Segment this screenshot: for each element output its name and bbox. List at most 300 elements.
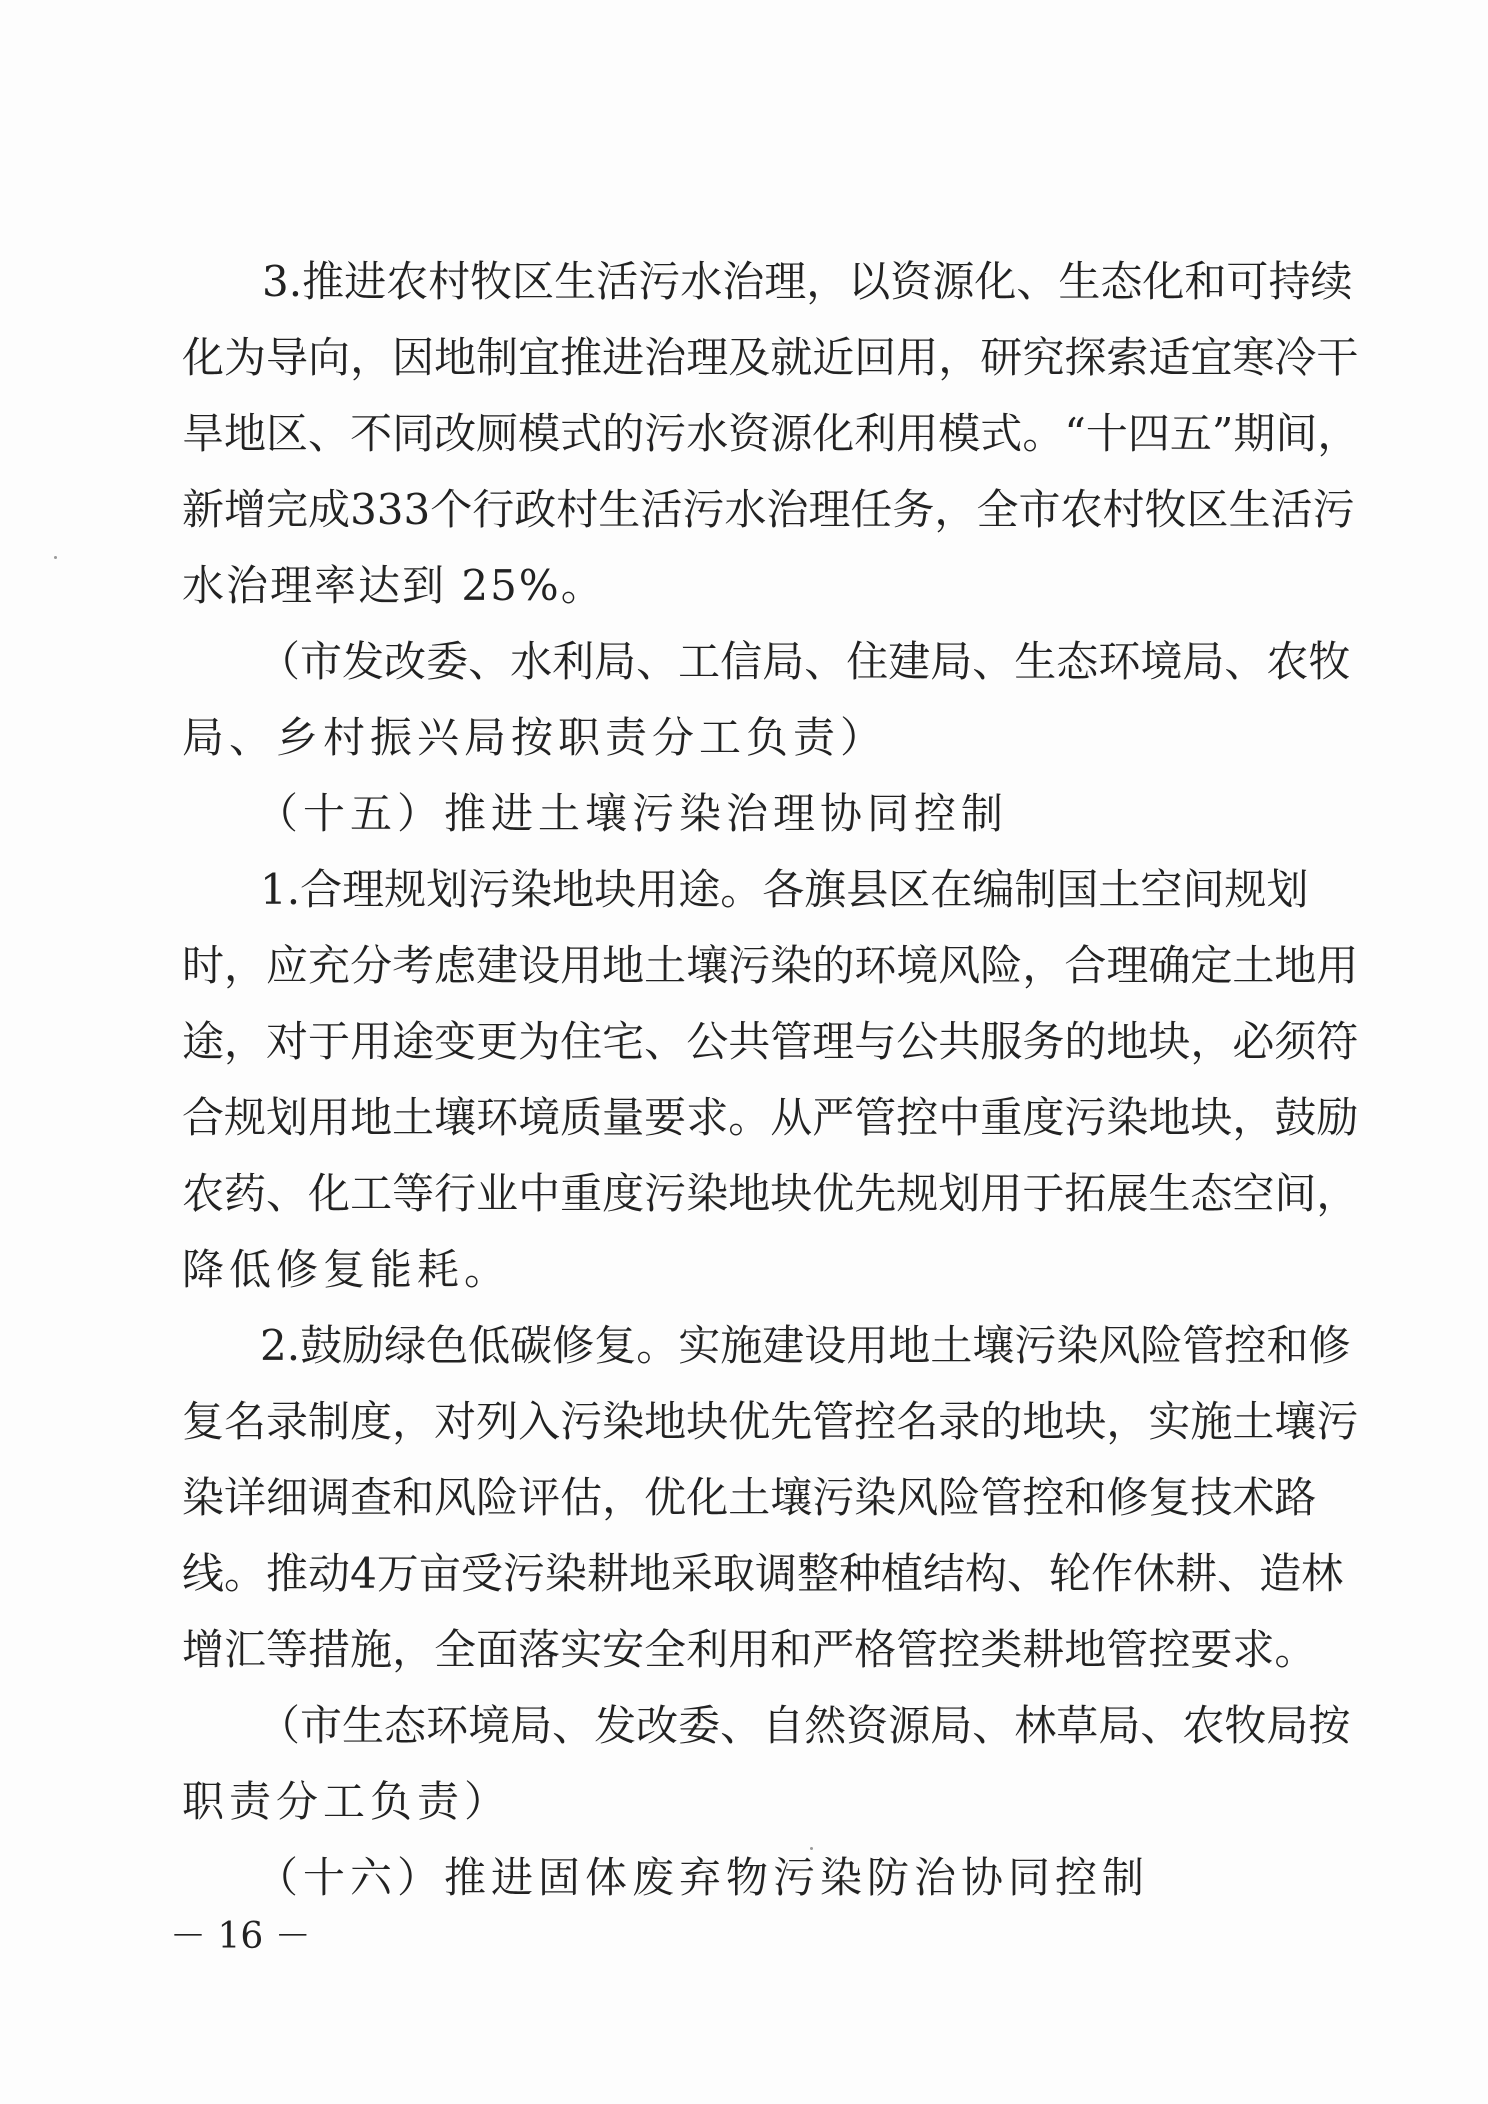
glyph: 草 bbox=[1056, 1701, 1099, 1750]
glyph: 干 bbox=[1316, 333, 1359, 382]
glyph: 污 bbox=[1312, 485, 1355, 534]
glyph: 。 bbox=[1274, 1625, 1317, 1674]
glyph: 化 bbox=[686, 1473, 729, 1522]
glyph: 估 bbox=[560, 1473, 603, 1522]
glyph: 生 bbox=[1228, 485, 1271, 534]
glyph: 源 bbox=[888, 1701, 931, 1750]
glyph: 结 bbox=[923, 1549, 966, 1598]
glyph: 规 bbox=[1224, 865, 1267, 914]
glyph: 染 bbox=[1056, 1321, 1099, 1370]
glyph: 全 bbox=[434, 1625, 477, 1674]
glyph: 和 bbox=[1064, 1473, 1107, 1522]
glyph: 修 bbox=[1308, 1321, 1351, 1370]
glyph: 地 bbox=[888, 1321, 931, 1370]
glyph: 求 bbox=[1232, 1625, 1275, 1674]
glyph: 治 bbox=[766, 485, 809, 534]
glyph: 理 bbox=[812, 1017, 855, 1066]
glyph: 境 bbox=[896, 941, 939, 990]
glyph: 及 bbox=[728, 333, 771, 382]
glyph: 编 bbox=[972, 865, 1015, 914]
text-line bbox=[260, 860, 1309, 920]
glyph: 理 bbox=[686, 333, 729, 382]
glyph: 治 bbox=[644, 333, 687, 382]
glyph: 取 bbox=[712, 1549, 755, 1598]
glyph: 同 bbox=[392, 409, 435, 458]
glyph: 空 bbox=[1232, 1169, 1275, 1218]
glyph: 污 bbox=[1064, 1093, 1107, 1142]
glyph: 服 bbox=[980, 1017, 1023, 1066]
glyph: 规 bbox=[896, 1169, 939, 1218]
glyph: 生 bbox=[598, 485, 641, 534]
glyph: 、 bbox=[468, 637, 511, 686]
glyph: 用 bbox=[896, 333, 939, 382]
glyph: 农 bbox=[386, 257, 429, 306]
glyph: 境 bbox=[518, 1093, 561, 1142]
glyph: 国 bbox=[1056, 865, 1099, 914]
glyph: 回 bbox=[854, 333, 897, 382]
glyph: 途 bbox=[678, 865, 721, 914]
glyph: 先 bbox=[854, 1169, 897, 1218]
glyph: 安 bbox=[602, 1625, 645, 1674]
glyph: 管 bbox=[980, 1473, 1023, 1522]
glyph: 划 bbox=[266, 1093, 309, 1142]
glyph: 万 bbox=[376, 1549, 419, 1598]
scan-speck bbox=[810, 1847, 813, 1850]
glyph: 地 bbox=[602, 941, 645, 990]
glyph: 4 bbox=[350, 1549, 377, 1598]
glyph: 态 bbox=[384, 1701, 427, 1750]
glyph: 究 bbox=[1022, 333, 1065, 382]
glyph: 、 bbox=[972, 1701, 1015, 1750]
glyph: 区 bbox=[266, 409, 309, 458]
glyph: 等 bbox=[392, 1169, 435, 1218]
glyph: 名 bbox=[896, 1397, 939, 1446]
glyph: 牧 bbox=[1224, 1701, 1267, 1750]
glyph: 拓 bbox=[1064, 1169, 1107, 1218]
glyph: 中 bbox=[518, 1169, 561, 1218]
glyph: 用 bbox=[350, 1017, 393, 1066]
glyph: 面 bbox=[476, 1625, 519, 1674]
glyph: 因 bbox=[392, 333, 435, 382]
glyph: 水 bbox=[686, 409, 729, 458]
glyph: ， bbox=[392, 1397, 435, 1446]
glyph: 录 bbox=[938, 1397, 981, 1446]
glyph: 实 bbox=[1148, 1397, 1191, 1446]
glyph: 用 bbox=[846, 1321, 889, 1370]
glyph: 汇 bbox=[224, 1625, 267, 1674]
glyph: 的 bbox=[1064, 1017, 1107, 1066]
glyph: 建 bbox=[888, 637, 931, 686]
glyph: 林 bbox=[1014, 1701, 1057, 1750]
glyph: 详 bbox=[224, 1473, 267, 1522]
glyph: 设 bbox=[804, 1321, 847, 1370]
glyph: 等 bbox=[266, 1625, 309, 1674]
glyph: 耕 bbox=[586, 1549, 629, 1598]
text-line: 职责分工负责） bbox=[182, 1777, 512, 1826]
glyph: 复 bbox=[1148, 1473, 1191, 1522]
glyph: 用 bbox=[728, 1625, 771, 1674]
glyph: 落 bbox=[518, 1625, 561, 1674]
scan-speck bbox=[54, 556, 57, 559]
glyph: 控 bbox=[896, 1093, 939, 1142]
glyph: 1. bbox=[260, 865, 301, 914]
glyph: 四 bbox=[1127, 409, 1170, 458]
glyph: ， bbox=[1190, 1017, 1233, 1066]
glyph: 地 bbox=[1022, 1397, 1065, 1446]
glyph: 间 bbox=[1274, 1169, 1317, 1218]
glyph: 、 bbox=[1007, 1549, 1050, 1598]
glyph: 种 bbox=[838, 1549, 881, 1598]
glyph: 严 bbox=[812, 1625, 855, 1674]
glyph: 的 bbox=[980, 1397, 1023, 1446]
section-heading: （十五）推进土壤污染治理协同控制 bbox=[256, 789, 1009, 838]
glyph: 壤 bbox=[770, 1473, 813, 1522]
glyph: 建 bbox=[762, 1321, 805, 1370]
glyph: 工 bbox=[678, 637, 721, 686]
glyph: 和 bbox=[392, 1473, 435, 1522]
glyph: 险 bbox=[476, 1473, 519, 1522]
glyph: 实 bbox=[560, 1625, 603, 1674]
glyph: 建 bbox=[476, 941, 519, 990]
glyph: 动 bbox=[308, 1549, 351, 1598]
glyph: 农 bbox=[182, 1169, 225, 1218]
glyph: 市 bbox=[300, 1701, 343, 1750]
glyph: 耕 bbox=[1175, 1549, 1218, 1598]
glyph: 资 bbox=[890, 257, 933, 306]
glyph: 调 bbox=[308, 1473, 351, 1522]
glyph: 对 bbox=[266, 1017, 309, 1066]
glyph: 活 bbox=[596, 257, 639, 306]
glyph: 牧 bbox=[1308, 637, 1351, 686]
text-line: 降低修复能耗。 bbox=[182, 1245, 512, 1294]
glyph: 地 bbox=[552, 865, 595, 914]
glyph: 、 bbox=[1217, 1549, 1260, 1598]
glyph: 染 bbox=[182, 1473, 225, 1522]
glyph: 与 bbox=[854, 1017, 897, 1066]
glyph: 励 bbox=[342, 1321, 385, 1370]
glyph: 近 bbox=[812, 333, 855, 382]
glyph: 管 bbox=[770, 1017, 813, 1066]
glyph: 重 bbox=[560, 1169, 603, 1218]
glyph: 探 bbox=[1064, 333, 1107, 382]
glyph: 环 bbox=[426, 1701, 469, 1750]
text-line bbox=[258, 1696, 1351, 1756]
glyph: 发 bbox=[342, 637, 385, 686]
glyph: 就 bbox=[770, 333, 813, 382]
glyph: 色 bbox=[426, 1321, 469, 1370]
glyph: 十 bbox=[1085, 409, 1128, 458]
glyph: 利 bbox=[854, 409, 897, 458]
glyph: 理 bbox=[764, 257, 807, 306]
glyph: 源 bbox=[770, 409, 813, 458]
text-line bbox=[262, 252, 1353, 312]
glyph: 、 bbox=[804, 637, 847, 686]
glyph: 度 bbox=[350, 1397, 393, 1446]
glyph: 合 bbox=[300, 865, 343, 914]
glyph: 量 bbox=[602, 1093, 645, 1142]
glyph: 村 bbox=[556, 485, 599, 534]
glyph: 污 bbox=[644, 409, 687, 458]
glyph: 管 bbox=[812, 1397, 855, 1446]
glyph: 控 bbox=[1022, 1473, 1065, 1522]
glyph: 染 bbox=[770, 941, 813, 990]
text-line bbox=[258, 632, 1351, 692]
glyph: 合 bbox=[182, 1093, 225, 1142]
glyph: 环 bbox=[476, 1093, 519, 1142]
glyph: 土 bbox=[930, 1321, 973, 1370]
glyph: 染 bbox=[686, 1169, 729, 1218]
glyph: 中 bbox=[938, 1093, 981, 1142]
glyph: 旱 bbox=[182, 409, 225, 458]
glyph: 局 bbox=[762, 637, 805, 686]
glyph: 改 bbox=[636, 1701, 679, 1750]
glyph: 管 bbox=[854, 1093, 897, 1142]
glyph: 污 bbox=[644, 1169, 687, 1218]
page-number: － 16 － bbox=[170, 1916, 311, 1957]
text-line bbox=[182, 936, 1359, 996]
glyph: 理 bbox=[342, 865, 385, 914]
glyph: 增 bbox=[224, 485, 267, 534]
glyph: 药 bbox=[224, 1169, 267, 1218]
glyph: 水 bbox=[510, 637, 553, 686]
glyph: 生 bbox=[1148, 1169, 1191, 1218]
text-line bbox=[182, 1468, 1317, 1528]
glyph: 施 bbox=[720, 1321, 763, 1370]
glyph: 县 bbox=[846, 865, 889, 914]
glyph: 录 bbox=[266, 1397, 309, 1446]
glyph: 用 bbox=[896, 409, 939, 458]
glyph: 冷 bbox=[1274, 333, 1317, 382]
glyph: 地 bbox=[1064, 1625, 1107, 1674]
glyph: 控 bbox=[938, 1625, 981, 1674]
glyph: 评 bbox=[518, 1473, 561, 1522]
glyph: 。 bbox=[636, 1321, 679, 1370]
glyph: 控 bbox=[1224, 1321, 1267, 1370]
glyph: 染 bbox=[510, 865, 553, 914]
glyph: 态 bbox=[1190, 1169, 1233, 1218]
glyph: 度 bbox=[1022, 1093, 1065, 1142]
glyph: 环 bbox=[1098, 637, 1141, 686]
glyph: 制 bbox=[476, 333, 519, 382]
glyph: 虑 bbox=[434, 941, 477, 990]
glyph: 鼓 bbox=[1274, 1093, 1317, 1142]
glyph: ， bbox=[1232, 1093, 1275, 1142]
glyph: 推 bbox=[302, 257, 345, 306]
glyph: 用 bbox=[636, 865, 679, 914]
glyph: 、 bbox=[552, 1701, 595, 1750]
glyph: 土 bbox=[1232, 1397, 1275, 1446]
glyph: 构 bbox=[965, 1549, 1008, 1598]
glyph: 。 bbox=[1022, 409, 1065, 458]
glyph: 住 bbox=[846, 637, 889, 686]
glyph: 业 bbox=[476, 1169, 519, 1218]
glyph: 于 bbox=[1022, 1169, 1065, 1218]
glyph: 化 bbox=[974, 257, 1017, 306]
glyph: 风 bbox=[938, 941, 981, 990]
glyph: 资 bbox=[728, 409, 771, 458]
glyph: 局 bbox=[930, 1701, 973, 1750]
glyph: 。 bbox=[224, 1549, 267, 1598]
glyph: 须 bbox=[1274, 1017, 1317, 1066]
glyph: 空 bbox=[1140, 865, 1183, 914]
glyph: 全 bbox=[644, 1625, 687, 1674]
glyph: 的 bbox=[602, 409, 645, 458]
glyph: 地 bbox=[628, 1549, 671, 1598]
glyph: 污 bbox=[1316, 1397, 1359, 1446]
glyph: 制 bbox=[308, 1397, 351, 1446]
glyph: 污 bbox=[812, 1473, 855, 1522]
text-line bbox=[182, 1012, 1359, 1072]
glyph: 从 bbox=[770, 1093, 813, 1142]
glyph: 地 bbox=[1106, 1017, 1149, 1066]
glyph: 地 bbox=[644, 1397, 687, 1446]
glyph: 受 bbox=[460, 1549, 503, 1598]
glyph: 优 bbox=[728, 1397, 771, 1446]
glyph: 格 bbox=[854, 1625, 897, 1674]
glyph: 休 bbox=[1133, 1549, 1176, 1598]
glyph: 按 bbox=[1308, 1701, 1351, 1750]
glyph: 措 bbox=[308, 1625, 351, 1674]
glyph: 境 bbox=[468, 1701, 511, 1750]
glyph: ” bbox=[1211, 409, 1234, 458]
glyph: 的 bbox=[812, 941, 855, 990]
glyph: 理 bbox=[1106, 941, 1149, 990]
glyph: 式 bbox=[560, 409, 603, 458]
text-line bbox=[182, 1088, 1359, 1148]
glyph: 水 bbox=[724, 485, 767, 534]
text-line: 水治理率达到 25%。 bbox=[182, 561, 605, 610]
glyph: 五 bbox=[1169, 409, 1212, 458]
glyph: 局 bbox=[1182, 637, 1225, 686]
glyph: 途 bbox=[392, 1017, 435, 1066]
glyph: 利 bbox=[552, 637, 595, 686]
glyph: 地 bbox=[1148, 1093, 1191, 1142]
glyph: 土 bbox=[728, 1473, 771, 1522]
glyph: （ bbox=[258, 637, 301, 686]
glyph: 污 bbox=[638, 257, 681, 306]
glyph: 壤 bbox=[434, 1093, 477, 1142]
glyph: 污 bbox=[502, 1549, 545, 1598]
glyph: 宅 bbox=[602, 1017, 645, 1066]
glyph: 技 bbox=[1190, 1473, 1233, 1522]
glyph: 修 bbox=[1106, 1473, 1149, 1522]
glyph: 3. bbox=[262, 257, 303, 306]
glyph: ， bbox=[1022, 941, 1065, 990]
glyph: 度 bbox=[602, 1169, 645, 1218]
glyph: 更 bbox=[476, 1017, 519, 1066]
glyph: 、 bbox=[1140, 1701, 1183, 1750]
glyph: 管 bbox=[896, 1625, 939, 1674]
glyph: 为 bbox=[518, 1017, 561, 1066]
glyph: 质 bbox=[560, 1093, 603, 1142]
glyph: 、 bbox=[308, 409, 351, 458]
glyph: 化 bbox=[1142, 257, 1185, 306]
glyph: 以 bbox=[848, 257, 891, 306]
glyph: ， bbox=[602, 1473, 645, 1522]
glyph: 委 bbox=[678, 1701, 721, 1750]
glyph: 分 bbox=[350, 941, 393, 990]
glyph: 适 bbox=[1148, 333, 1191, 382]
glyph: 亩 bbox=[418, 1549, 461, 1598]
glyph: 土 bbox=[392, 1093, 435, 1142]
glyph: 共 bbox=[728, 1017, 771, 1066]
glyph: 索 bbox=[1106, 333, 1149, 382]
glyph: 宜 bbox=[518, 333, 561, 382]
glyph: 路 bbox=[1274, 1473, 1317, 1522]
glyph: 考 bbox=[392, 941, 435, 990]
glyph: 划 bbox=[426, 865, 469, 914]
glyph: 任 bbox=[850, 485, 893, 534]
glyph: 控 bbox=[854, 1397, 897, 1446]
glyph: 壤 bbox=[686, 941, 729, 990]
glyph: 共 bbox=[938, 1017, 981, 1066]
glyph: 间 bbox=[1275, 409, 1318, 458]
glyph: 改 bbox=[434, 409, 477, 458]
glyph: 推 bbox=[266, 1549, 309, 1598]
glyph: 2. bbox=[260, 1321, 301, 1370]
glyph: 境 bbox=[1140, 637, 1183, 686]
glyph: 资 bbox=[846, 1701, 889, 1750]
text-line bbox=[182, 1392, 1359, 1452]
glyph: 列 bbox=[476, 1397, 519, 1446]
glyph: 染 bbox=[854, 1473, 897, 1522]
glyph: 市 bbox=[1018, 485, 1061, 534]
glyph: 333 bbox=[350, 485, 431, 534]
text-line bbox=[182, 1164, 1359, 1224]
glyph: 态 bbox=[1056, 637, 1099, 686]
glyph: 务 bbox=[892, 485, 935, 534]
glyph: 块 bbox=[594, 865, 637, 914]
glyph: 污 bbox=[682, 485, 725, 534]
glyph: 线 bbox=[182, 1549, 225, 1598]
glyph: 导 bbox=[266, 333, 309, 382]
glyph: 、 bbox=[266, 1169, 309, 1218]
glyph: 于 bbox=[308, 1017, 351, 1066]
glyph: 源 bbox=[932, 257, 975, 306]
glyph: 信 bbox=[720, 637, 763, 686]
glyph: 局 bbox=[1098, 1701, 1141, 1750]
glyph: 划 bbox=[938, 1169, 981, 1218]
glyph: ， bbox=[1106, 1397, 1149, 1446]
glyph: 局 bbox=[594, 637, 637, 686]
glyph: 行 bbox=[434, 1169, 477, 1218]
glyph: 村 bbox=[1102, 485, 1145, 534]
glyph: 。 bbox=[720, 865, 763, 914]
glyph: 政 bbox=[514, 485, 557, 534]
glyph: 块 bbox=[1148, 1017, 1191, 1066]
glyph: 查 bbox=[350, 1473, 393, 1522]
text-line bbox=[182, 328, 1359, 388]
glyph: 污 bbox=[468, 865, 511, 914]
glyph: 块 bbox=[686, 1397, 729, 1446]
glyph: 途 bbox=[182, 1017, 225, 1066]
glyph: 发 bbox=[594, 1701, 637, 1750]
glyph: 染 bbox=[602, 1397, 645, 1446]
section-heading: （十六）推进固体废弃物污染防治协同控制 bbox=[256, 1853, 1150, 1902]
glyph: 设 bbox=[518, 941, 561, 990]
glyph: 厕 bbox=[476, 409, 519, 458]
glyph: 土 bbox=[1232, 941, 1275, 990]
glyph: 农 bbox=[1266, 637, 1309, 686]
glyph: 污 bbox=[560, 1397, 603, 1446]
glyph: 环 bbox=[854, 941, 897, 990]
glyph: 间 bbox=[1182, 865, 1225, 914]
glyph: 增 bbox=[182, 1625, 225, 1674]
glyph: 采 bbox=[670, 1549, 713, 1598]
glyph: 务 bbox=[1022, 1017, 1065, 1066]
glyph: 施 bbox=[1190, 1397, 1233, 1446]
glyph: 理 bbox=[808, 485, 851, 534]
